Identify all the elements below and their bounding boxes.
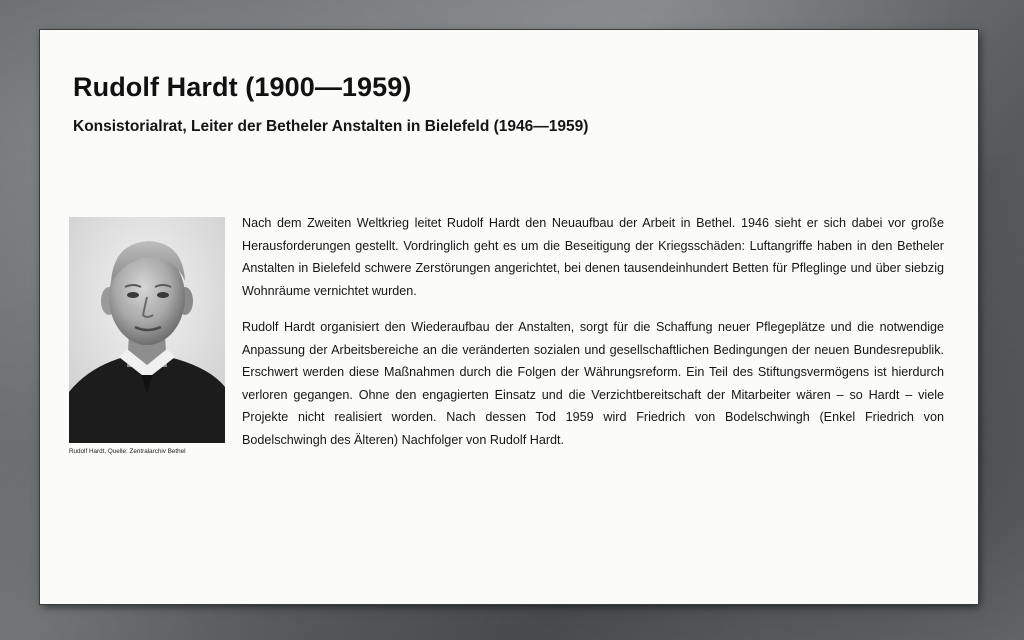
page-subtitle: Konsistorialrat, Leiter der Betheler Anstalten in Bielefeld (1946—1959) <box>73 118 589 135</box>
portrait-photo <box>69 217 225 443</box>
paragraph: Rudolf Hardt organisiert den Wiederaufbau der Anstalten, sorgt für die Schaffung neuer Pflegeplätze und die notwendige Anpassung der Arbeitsbereiche an die veränderten sozialen und gesellschaftlichen Bedingungen der neuen Bundesrepublik. Erschwert werden diese Maßnahmen durch die Folgen der Währungsreform. Ein Teil des Stiftungsvermögens ist hierdurch verloren gegangen. Ohne den engagierten Einsatz und die Verzichtbereitschaft der Mitarbeiter wären – so Hardt – viele Projekte nicht realisiert worden. Nach dessen Tod 1959 wird Friedrich von Bodelschwingh (Enkel Friedrich von Bodelschwingh des Älteren) Nachfolger von Rudolf Hardt. <box>242 320 944 447</box>
info-panel <box>40 30 978 604</box>
portrait-image <box>69 217 225 443</box>
page-title: Rudolf Hardt (1900—1959) <box>73 72 412 102</box>
paragraph: Nach dem Zweiten Weltkrieg leitet Rudolf Hardt den Neuaufbau der Arbeit in Bethel. 1946 sieht er sich dabei vor große Herausforderungen gestellt. Vordringlich geht es um die Beseitigung der Kriegsschäden: Luftangriffe haben in den Betheler Anstalten in Bielefeld schwere Zerstörungen angerichtet, bei denen tausendeinhundert Betten für Pfleglinge und über siebzig Wohnräume vernichtet wurden. <box>242 216 944 298</box>
biography-text <box>242 212 944 465</box>
photo-caption: Rudolf Hardt, Quelle: Zentralarchiv Bethel <box>69 448 186 455</box>
